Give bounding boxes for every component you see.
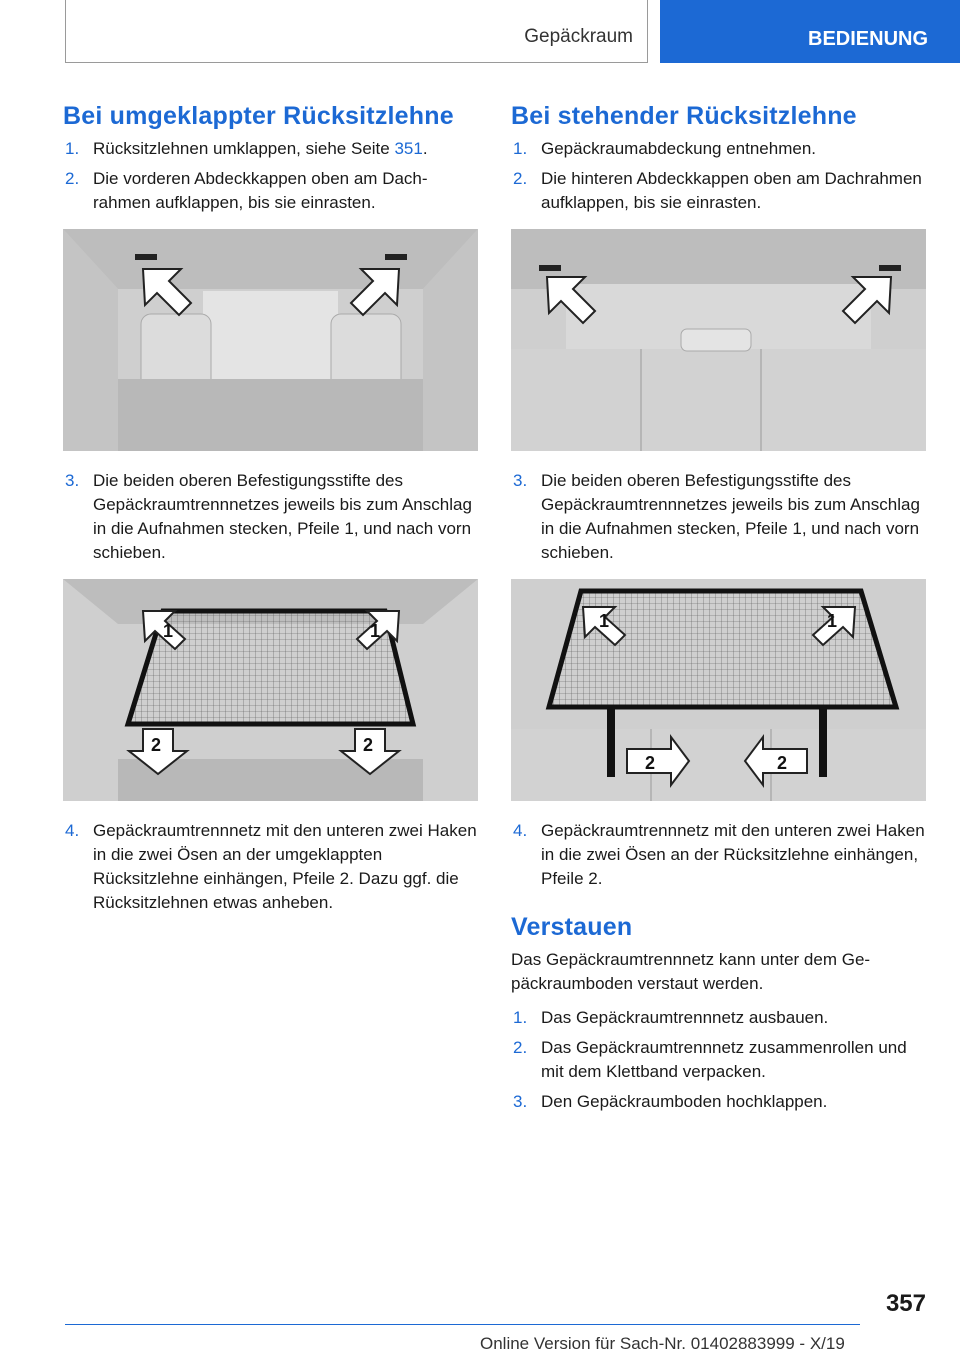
- step-text: Die beiden oberen Befestigungsstifte des Gepäckraumtrennnetzes jeweils bis zum Anschlag in die Aufnahmen stecken, Pfeile 1, und nach vorn schieben.: [93, 471, 472, 562]
- step-number: 1.: [513, 139, 528, 158]
- right-column: [511, 102, 926, 1120]
- step-1: [511, 137, 926, 161]
- stow-step-3: [511, 1090, 926, 1114]
- step-number: 1.: [513, 1008, 528, 1027]
- step-number: 3.: [513, 1092, 528, 1111]
- section-title: Gepäckraum: [524, 26, 633, 47]
- step-4: [511, 819, 926, 891]
- step-number: 2.: [65, 169, 80, 188]
- step-3: [511, 469, 926, 565]
- figure-net-installed-folded: [63, 579, 478, 801]
- step-text: Rücksitzlehnen umklappen, siehe Seite: [93, 139, 395, 158]
- left-column: [63, 102, 478, 921]
- step-text: Die beiden oberen Befestigungsstifte des Gepäckraumtrennnetzes jeweils bis zum Anschlag in die Aufnahmen stecken, Pfeile 1, und nach vorn schieben.: [541, 471, 920, 562]
- step-text: Gepäckraumtrennnetz mit den unteren zwei Haken in die zwei Ösen an der Rücksitzlehne einhängen, Pfeile 2.: [541, 821, 925, 888]
- heading-upright-seat: Bei stehender Rücksitzlehne: [511, 102, 857, 130]
- step-1: [63, 137, 478, 161]
- step-text: Gepäckraumabdeckung entnehmen.: [541, 139, 817, 158]
- chapter-tab: BEDIENUNG: [660, 0, 960, 63]
- step-2: [511, 167, 926, 215]
- step-text: Das Gepäckraumtrennnetz zusammenrollen und mit dem Klettband verpacken.: [541, 1038, 907, 1081]
- step-3: [63, 469, 478, 565]
- step-number: 2.: [513, 1038, 528, 1057]
- step-number: 1.: [65, 139, 80, 158]
- step-number: 4.: [513, 821, 528, 840]
- arrow-label: 2: [645, 753, 656, 773]
- figure-net-installed-upright: [511, 579, 926, 801]
- page-link[interactable]: 351: [394, 139, 423, 158]
- footer-divider: [65, 1324, 860, 1325]
- step-number: 2.: [513, 169, 528, 188]
- header-frame: [65, 0, 648, 63]
- figure-rear-caps: [511, 229, 926, 451]
- arrow-label: 1: [827, 611, 838, 631]
- step-number: 3.: [513, 471, 528, 490]
- arrow-label: 2: [151, 735, 162, 755]
- step-text-end: .: [422, 139, 428, 158]
- stow-intro: Das Gepäckraumtrennnetz kann unter dem Gepäckraumboden verstaut werden.: [511, 950, 871, 993]
- step-text: Das Gepäckraumtrennnetz ausbauen.: [541, 1008, 829, 1027]
- step-number: 4.: [65, 821, 80, 840]
- arrow-label: 1: [163, 621, 174, 641]
- step-text: Die hinteren Abdeckkappen oben am Dachrahmen aufklappen, bis sie einrasten.: [541, 169, 922, 212]
- step-4: [63, 819, 478, 915]
- arrow-label: 2: [363, 735, 374, 755]
- step-number: 3.: [65, 471, 80, 490]
- step-text: Gepäckraumtrennnetz mit den unteren zwei Haken in die zwei Ösen an der umgeklappten Rücksitzlehne einhängen, Pfeile 2. Dazu ggf. die Rücksitzlehnen etwas anheben.: [93, 821, 477, 912]
- arrow-label: 2: [777, 753, 788, 773]
- heading-folded-seat: Bei umgeklappter Rücksitzlehne: [63, 102, 454, 130]
- step-text: Den Gepäckraumboden hochklappen.: [541, 1092, 828, 1111]
- step-text: Die vorderen Abdeckkappen oben am Dachrahmen aufklappen, bis sie einrasten.: [93, 169, 428, 212]
- heading-stowing: Verstauen: [511, 913, 633, 941]
- arrow-label: 1: [370, 621, 381, 641]
- footer-version: Online Version für Sach-Nr. 01402883999 - X/19: [480, 1334, 845, 1353]
- arrow-label: 1: [599, 611, 610, 631]
- stow-step-1: [511, 1006, 926, 1030]
- step-2: [63, 167, 478, 215]
- figure-folded-caps: [63, 229, 478, 451]
- page-number: 357: [885, 1290, 926, 1317]
- stow-step-2: [511, 1036, 926, 1084]
